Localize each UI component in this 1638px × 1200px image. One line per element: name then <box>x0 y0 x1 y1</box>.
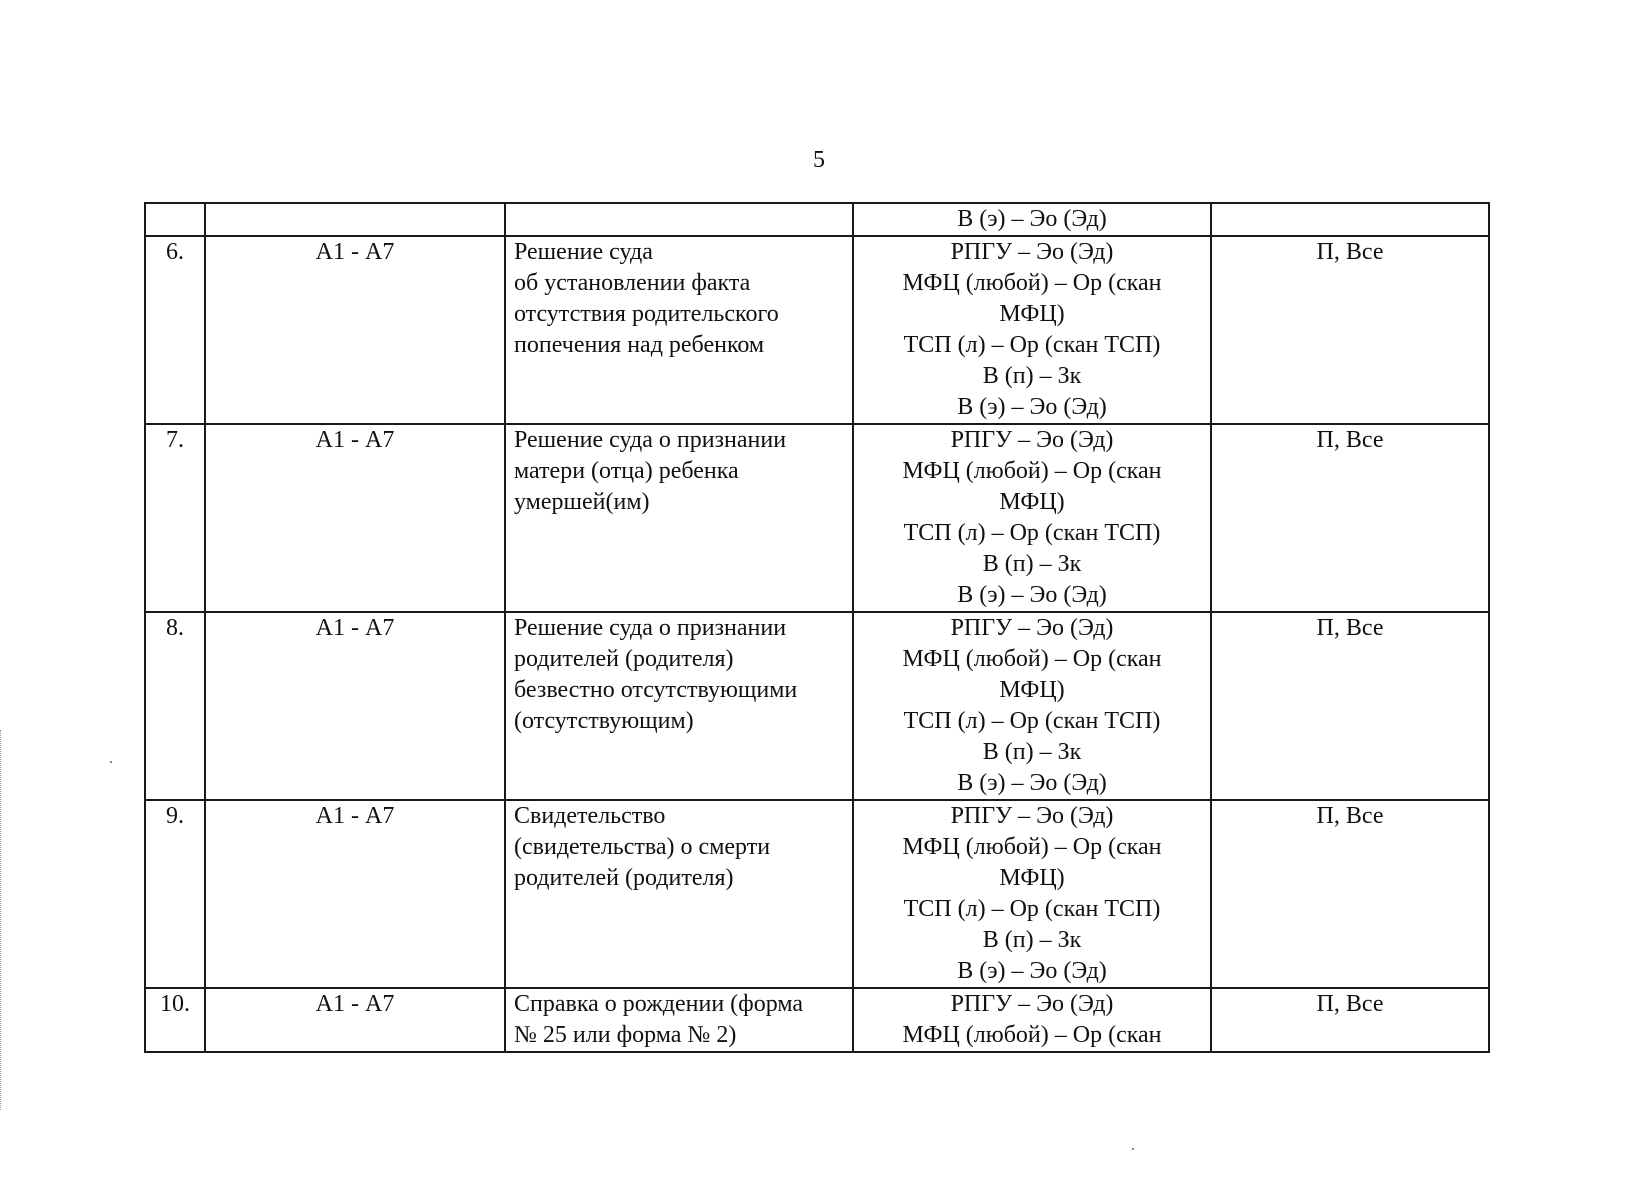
method-line: РПГУ – Эо (Эд) <box>950 991 1114 1017</box>
table-row-continuation <box>145 203 1489 236</box>
document-name-line: Справка о рождении (форма <box>514 991 804 1017</box>
method-line: МФЦ) <box>999 865 1065 891</box>
row-number-cell: 9. <box>145 800 205 988</box>
method-line: РПГУ – Эо (Эд) <box>950 239 1114 265</box>
row-number-cell: 8. <box>145 612 205 800</box>
document-name-line: об установлении факта <box>514 270 751 296</box>
provider-cell: П, Все <box>1211 236 1489 424</box>
method-line: В (п) – Зк <box>982 739 1082 765</box>
method-line: РПГУ – Эо (Эд) <box>950 427 1114 453</box>
method-line: В (э) – Эо (Эд) <box>957 394 1107 420</box>
document-name-line: (отсутствующим) <box>514 708 694 734</box>
applicant-categories-cell: А1 - А7 <box>205 800 505 988</box>
row-number-cell: 10. <box>145 988 205 1052</box>
document-name-cell <box>505 988 853 1052</box>
scan-speck <box>110 761 112 763</box>
document-name-cell <box>505 424 853 612</box>
applicant-categories-cell: А1 - А7 <box>205 988 505 1052</box>
submission-methods-cell <box>853 800 1211 988</box>
method-line: МФЦ) <box>999 489 1065 515</box>
document-name-line: умершей(им) <box>514 489 650 515</box>
method-line: ТСП (л) – Ор (скан ТСП) <box>903 520 1161 546</box>
table-row <box>145 800 1489 988</box>
document-name-line: попечения над ребенком <box>514 332 765 358</box>
document-name-line: безвестно отсутствующими <box>514 677 798 703</box>
method-line: МФЦ (любой) – Ор (скан <box>902 646 1162 672</box>
document-name-cell <box>505 203 853 236</box>
document-name-cell <box>505 800 853 988</box>
document-name-line: Решение суда <box>514 239 653 265</box>
scan-margin-mark <box>0 730 3 1110</box>
method-line: ТСП (л) – Ор (скан ТСП) <box>903 332 1161 358</box>
provider-cell: П, Все <box>1211 424 1489 612</box>
table-row <box>145 424 1489 612</box>
scan-speck <box>1132 1148 1134 1150</box>
table-row <box>145 612 1489 800</box>
method-line: МФЦ (любой) – Ор (скан <box>902 834 1162 860</box>
submission-methods-cell <box>853 424 1211 612</box>
method-line: МФЦ) <box>999 677 1065 703</box>
method-line: ТСП (л) – Ор (скан ТСП) <box>903 708 1161 734</box>
method-line: В (п) – Зк <box>982 927 1082 953</box>
row-number-cell: 7. <box>145 424 205 612</box>
documents-table <box>144 202 1490 1053</box>
submission-methods-cell <box>853 612 1211 800</box>
document-name-line: (свидетельства) о смерти <box>514 834 771 860</box>
method-line: В (э) – Эо (Эд) <box>957 206 1107 232</box>
document-name-line: родителей (родителя) <box>514 865 734 891</box>
row-number-cell <box>145 203 205 236</box>
submission-methods-cell <box>853 203 1211 236</box>
method-line: ТСП (л) – Ор (скан ТСП) <box>903 896 1161 922</box>
document-name-line: матери (отца) ребенка <box>514 458 739 484</box>
document-name-line: Решение суда о признании <box>514 427 787 453</box>
provider-cell: П, Все <box>1211 612 1489 800</box>
applicant-categories-cell: А1 - А7 <box>205 424 505 612</box>
method-line: МФЦ (любой) – Ор (скан <box>902 270 1162 296</box>
method-line: В (э) – Эо (Эд) <box>957 770 1107 796</box>
method-line: МФЦ (любой) – Ор (скан <box>902 458 1162 484</box>
method-line: В (п) – Зк <box>982 551 1082 577</box>
method-line: МФЦ (любой) – Ор (скан <box>902 1022 1162 1048</box>
row-number-cell: 6. <box>145 236 205 424</box>
applicant-categories-cell: А1 - А7 <box>205 612 505 800</box>
document-name-line: Свидетельство <box>514 803 666 829</box>
method-line: РПГУ – Эо (Эд) <box>950 803 1114 829</box>
method-line: МФЦ) <box>999 301 1065 327</box>
document-name-cell <box>505 236 853 424</box>
documents-table-body <box>145 203 1489 1052</box>
applicant-categories-cell: А1 - А7 <box>205 236 505 424</box>
document-name-line: № 25 или форма № 2) <box>514 1022 737 1048</box>
document-name-line: Решение суда о признании <box>514 615 787 641</box>
table-row <box>145 988 1489 1052</box>
method-line: В (э) – Эо (Эд) <box>957 582 1107 608</box>
table-row <box>145 236 1489 424</box>
submission-methods-cell <box>853 988 1211 1052</box>
page-number: 5 <box>813 147 825 173</box>
provider-cell: П, Все <box>1211 800 1489 988</box>
method-line: В (э) – Эо (Эд) <box>957 958 1107 984</box>
document-name-line: отсутствия родительского <box>514 301 779 327</box>
submission-methods-cell <box>853 236 1211 424</box>
document-name-cell <box>505 612 853 800</box>
method-line: В (п) – Зк <box>982 363 1082 389</box>
applicant-categories-cell <box>205 203 505 236</box>
document-name-line: родителей (родителя) <box>514 646 734 672</box>
provider-cell: П, Все <box>1211 988 1489 1052</box>
provider-cell <box>1211 203 1489 236</box>
method-line: РПГУ – Эо (Эд) <box>950 615 1114 641</box>
